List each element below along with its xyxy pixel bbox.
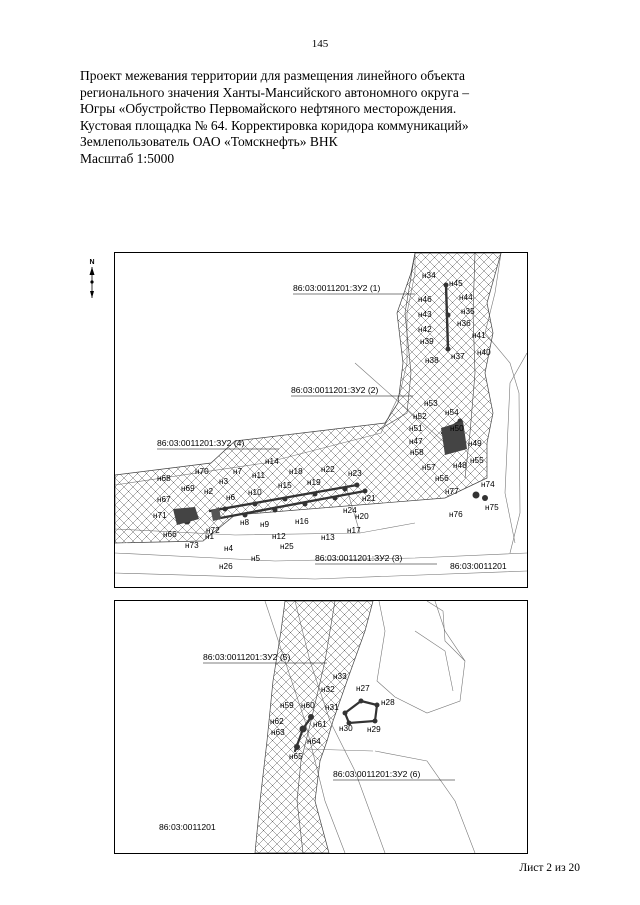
scale-line: Масштаб 1:5000 — [80, 150, 175, 166]
point-label: н4 — [224, 544, 234, 553]
landowner-line: Землепользователь ОАО «Томскнефть» ВНК — [80, 134, 338, 149]
point-label: н23 — [348, 469, 362, 478]
cadastral-block-label: 86:03:0011201 — [450, 561, 507, 571]
point-label: н57 — [422, 463, 436, 472]
point-label: н18 — [289, 467, 303, 476]
point-label: н67 — [157, 495, 171, 504]
point-label: н40 — [477, 348, 491, 357]
point-label: н36 — [457, 319, 471, 328]
point-label: н51 — [409, 424, 423, 433]
point-label: н72 — [206, 526, 220, 535]
point-label: н39 — [420, 337, 434, 346]
point-label: н73 — [185, 541, 199, 550]
point-label: н17 — [347, 526, 361, 535]
point-label: н54 — [445, 408, 459, 417]
point-label: н75 — [485, 503, 499, 512]
point-label: н76 — [449, 510, 463, 519]
cadastral-block-label: 86:03:0011201 — [159, 822, 216, 832]
point-label: н68 — [157, 474, 171, 483]
point-label: н11 — [252, 471, 266, 480]
point-label: н47 — [409, 437, 423, 446]
point-label: н2 — [204, 487, 214, 496]
point-label: н19 — [307, 478, 321, 487]
point-label: н74 — [481, 480, 495, 489]
point-label: н45 — [449, 279, 463, 288]
sheet-number: Лист 2 из 20 — [519, 862, 580, 874]
point-label: н20 — [355, 512, 369, 521]
point-label: н69 — [181, 484, 195, 493]
point-label: н70 — [195, 467, 209, 476]
map-sheet-lower — [114, 600, 528, 854]
point-label: н49 — [468, 439, 482, 448]
point-label: н25 — [280, 542, 294, 551]
point-label: н1 — [205, 532, 215, 541]
point-label: н12 — [272, 532, 286, 541]
point-label: н42 — [418, 325, 432, 334]
point-label: н26 — [219, 562, 233, 571]
point-label: н31 — [325, 703, 339, 712]
point-label: н6 — [226, 493, 236, 502]
header-line: регионального значения Ханты-Мансийского автономного округа – — [80, 84, 469, 100]
point-label: н10 — [248, 488, 262, 497]
header-line: Проект межевания территории для размещения линейного объекта — [80, 68, 466, 83]
point-label: н59 — [280, 701, 294, 710]
point-label: н28 — [381, 698, 395, 707]
point-label: н22 — [321, 465, 335, 474]
point-label: н34 — [422, 271, 436, 280]
point-label: н7 — [233, 467, 243, 476]
point-label: н71 — [153, 511, 167, 520]
point-label: н65 — [289, 752, 303, 761]
document-header — [80, 68, 580, 167]
point-label: н37 — [451, 352, 465, 361]
point-label: н56 — [435, 474, 449, 483]
parcel-label: 86:03:0011201:ЗУ2 (2) — [291, 385, 379, 395]
point-label: н33 — [333, 672, 347, 681]
map-sheet-upper — [114, 252, 528, 588]
point-label: н16 — [295, 517, 309, 526]
point-label: н77 — [445, 487, 459, 496]
hatched-corridor — [115, 253, 501, 543]
point-label: н24 — [343, 506, 357, 515]
point-label: н63 — [271, 728, 285, 737]
point-label: н21 — [362, 494, 376, 503]
point-label: н5 — [251, 554, 261, 563]
point-label: н32 — [321, 685, 335, 694]
header-line: Кустовая площадка № 64. Корректировка коридора коммуникаций» — [80, 117, 469, 133]
north-arrow-icon — [86, 256, 98, 300]
point-label: н29 — [367, 725, 381, 734]
point-label: н50 — [450, 424, 464, 433]
point-label: н3 — [219, 477, 229, 486]
point-label: н55 — [470, 456, 484, 465]
point-label: н48 — [453, 461, 467, 470]
parcel-label: 86:03:0011201:ЗУ2 (5) — [203, 652, 291, 662]
parcel-label: 86:03:0011201:ЗУ2 (1) — [293, 283, 381, 293]
point-label: н30 — [339, 724, 353, 733]
parcel-label: 86:03:0011201:ЗУ2 (3) — [315, 553, 403, 563]
header-line: Югры «Обустройство Первомайского нефтяного месторождения. — [80, 101, 457, 116]
point-label: н15 — [278, 481, 292, 490]
point-label: н27 — [356, 684, 370, 693]
parcel-label: 86:03:0011201:ЗУ2 (4) — [157, 438, 245, 448]
point-label: н44 — [459, 293, 473, 302]
point-label: н64 — [307, 737, 321, 746]
point-label: н58 — [410, 448, 424, 457]
point-label: н14 — [265, 457, 279, 466]
point-label: н41 — [472, 331, 486, 340]
point-label: н9 — [260, 520, 270, 529]
point-label: н8 — [240, 518, 250, 527]
point-label: н35 — [461, 307, 475, 316]
point-label: н43 — [418, 310, 432, 319]
parcel-label: 86:03:0011201:ЗУ2 (6) — [333, 769, 421, 779]
point-label: н52 — [413, 412, 427, 421]
point-label: н60 — [301, 701, 315, 710]
point-label: н46 — [418, 295, 432, 304]
page-number: 145 — [311, 38, 329, 50]
point-label: н62 — [270, 717, 284, 726]
north-label: N — [89, 259, 95, 266]
point-label: н61 — [313, 720, 327, 729]
point-label: н13 — [321, 533, 335, 542]
point-label: н53 — [424, 399, 438, 408]
point-label: н38 — [425, 356, 439, 365]
point-label: н66 — [163, 530, 177, 539]
